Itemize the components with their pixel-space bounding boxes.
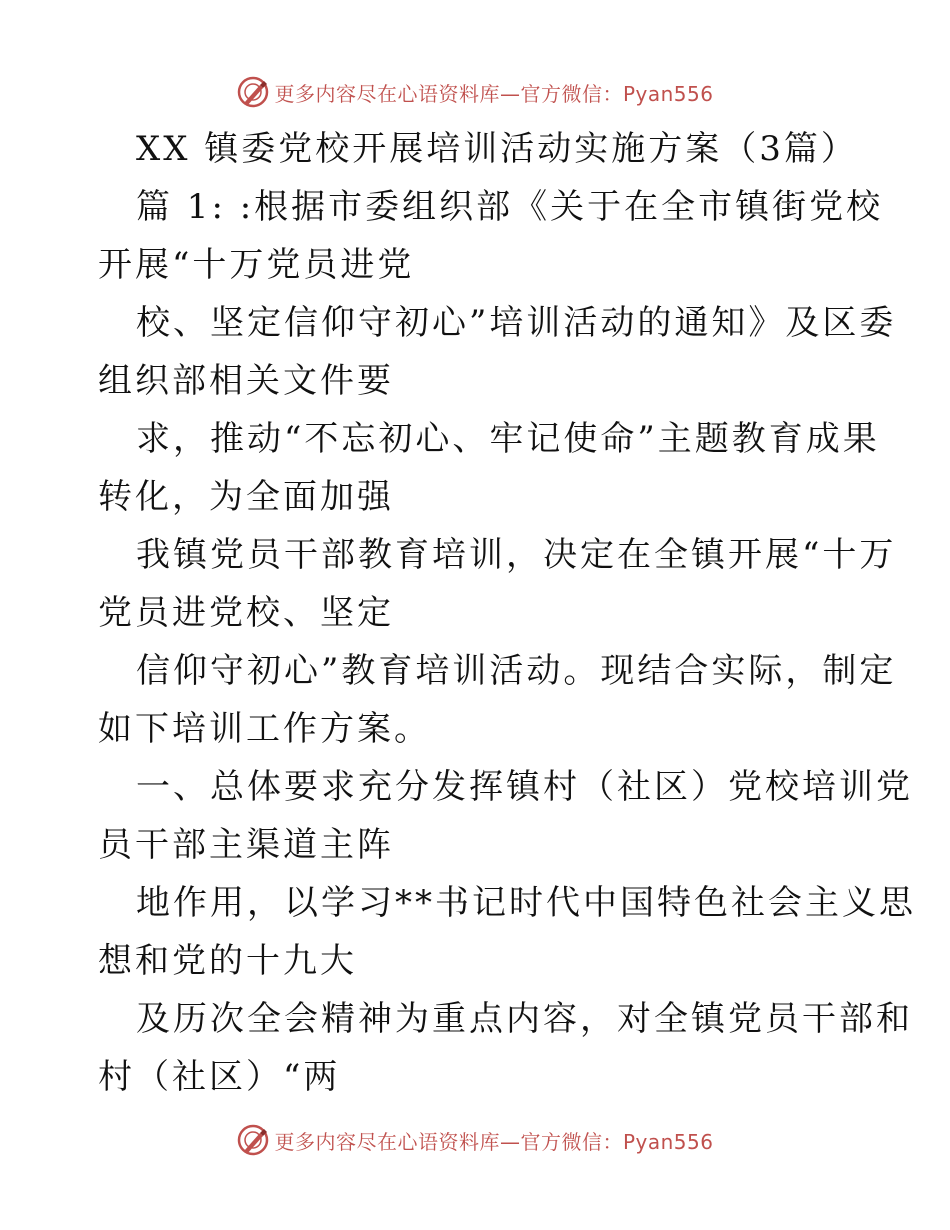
paragraph-line: 转化，为全面加强 — [98, 477, 394, 517]
paragraph-line: 我镇党员干部教育培训，决定在全镇开展“十万 — [136, 535, 897, 575]
document-body — [98, 120, 916, 1106]
footer-banner — [0, 1120, 950, 1160]
paragraph-line: 如下培训工作方案。 — [98, 709, 431, 749]
paragraph-line: 组织部相关文件要 — [98, 361, 394, 401]
paragraph-line: 村（社区）“两 — [98, 1057, 341, 1097]
paragraph-line: 员干部主渠道主阵 — [98, 825, 394, 865]
paragraph-line: 开展“十万党员进党 — [98, 245, 415, 285]
paragraph-line: 校、坚定信仰守初心”培训活动的通知》及区委 — [136, 303, 897, 343]
banner-text: 更多内容尽在心语资料库—官方微信：Pyan556 — [274, 81, 714, 106]
paragraph-line: 地作用，以学习**书记时代中国特色社会主义思 — [136, 883, 916, 923]
paragraph-line: 党员进党校、坚定 — [98, 593, 394, 633]
paragraph-line: 求，推动“不忘初心、牢记使命”主题教育成果 — [136, 419, 880, 459]
pen-logo-icon — [236, 75, 270, 109]
paragraph-line: 信仰守初心”教育培训活动。现结合实际，制定 — [136, 651, 897, 691]
paragraph-line: 篇 1: :根据市委组织部《关于在全市镇街党校 — [136, 187, 884, 227]
pen-logo-icon — [236, 1123, 270, 1157]
paragraph-line: 及历次全会精神为重点内容，对全镇党员干部和 — [136, 999, 913, 1039]
section-heading-line: 一、总体要求充分发挥镇村（社区）党校培训党 — [136, 767, 913, 807]
paragraph-line: 想和党的十九大 — [98, 941, 357, 981]
header-banner — [0, 72, 950, 112]
banner-text: 更多内容尽在心语资料库—官方微信：Pyan556 — [274, 1129, 714, 1154]
document-title: XX 镇委党校开展培训活动实施方案（3篇） — [136, 129, 858, 169]
